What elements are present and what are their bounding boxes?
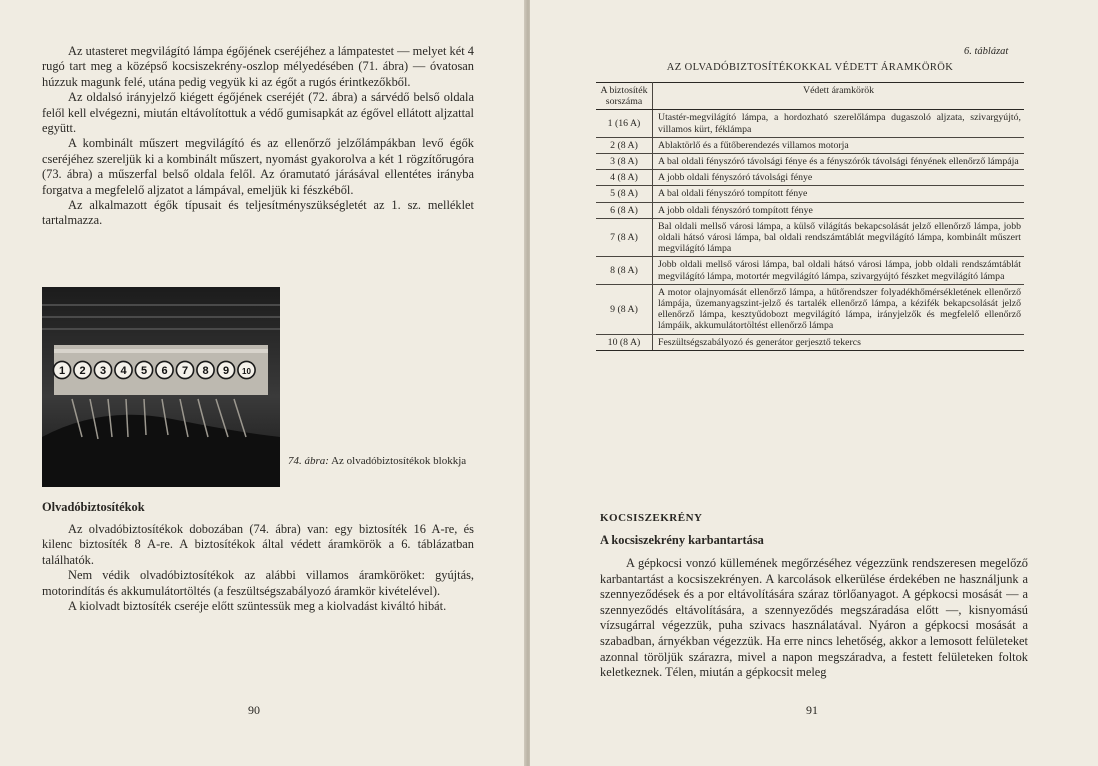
circuits-cell: Jobb oldali mellső városi lámpa, bal oldali hátsó városi lámpa, jobb oldali rendszámtáblát megvilágító lámpa, motortér megvilágító lámpa, szivargyújtó fészket megvilágító lámpa — [653, 257, 1025, 284]
paragraph: A kiolvadt biztosíték cseréje előtt szüntessük meg a kiolvadást kiváltó hibát. — [68, 599, 447, 614]
fuse-number-label: 10 — [242, 367, 251, 376]
fuse-cell: 8 (8 A) — [596, 257, 653, 284]
body-care-text — [600, 556, 1028, 681]
fuse-cell: 2 (8 A) — [596, 137, 653, 153]
table-title: AZ OLVADÓBIZTOSÍTÉKOKKAL VÉDETT ÁRAMKÖRÖK — [666, 62, 954, 73]
circuits-cell: A bal oldali fényszóró tompított fénye — [653, 186, 1025, 202]
fuse-block-illustration — [42, 287, 280, 487]
fuse-number-label: 9 — [222, 365, 230, 377]
fuse-cell: 7 (8 A) — [596, 218, 653, 257]
fuse-section-text — [42, 522, 474, 614]
fuse-cell: 3 (8 A) — [596, 154, 653, 170]
fuse-number-label: 7 — [181, 365, 189, 377]
fuse-cell: 10 (8 A) — [596, 334, 653, 350]
table-row — [596, 257, 1024, 284]
circuits-cell: A motor olajnyomását ellenőrző lámpa, a hűtőrendszer folyadékhőmérsékletének ellenőrző lámpája, üzemanyagszint-jelző és tartalék ellenőrző lámpa, a kézifék bekapcsolását jelző ellenőrző lámpa, kesztyűdobozt megvilágító lámpa, irányjelzők és megfelelő ellenőrző lámpáik, akkumulátortöltést ellenőrző lámpa — [653, 284, 1025, 334]
fuse-number-label: 4 — [120, 365, 127, 377]
section-heading: A kocsiszekrény karbantartása — [600, 533, 764, 547]
table-row — [596, 170, 1024, 186]
fuse-number-label: 3 — [99, 365, 107, 377]
table-row — [596, 284, 1024, 334]
fuse-cell: 1 (16 A) — [596, 110, 653, 137]
table-row — [596, 202, 1024, 218]
fuse-number-label: 8 — [202, 365, 209, 377]
fuse-circuits-table — [596, 82, 1024, 351]
caption-number: 74. ábra: — [288, 455, 329, 467]
figure-caption — [288, 455, 478, 468]
fuse-cell: 4 (8 A) — [596, 170, 653, 186]
paragraph: Az alkalmazott égők típusait és teljesítményszükségletét az 1. sz. melléklet tartalmazza. — [42, 198, 474, 228]
paragraph: A gépkocsi vonzó küllemének megőrzéséhez végezzünk rendszeresen megelőző karbantartást a kocsiszekrényen. A karcolások elkerülése érdekében ne használjunk a szennyeződések és a por eltávolítására száraz törlőanyagot. A gépkocsi mosását — a szennyeződés eltávolítására, a szennyeződés megszáradása előtt —, kisnyomású vízsugárral végezzük, puha szivacs használatával. Nyáron a gépkocsi mosását a szabadban, árnyékban végezzük. Ha erre nincs lehetőség, akkor a lemosott felületeket azonnal töröljük szárazra, mivel a napon megszáradva, a festett felületeken foltok keletkeznek. Télen, miután a gépkocsit meleg — [600, 556, 1028, 680]
circuits-cell: Ablaktörlő és a fűtőberendezés villamos motorja — [653, 137, 1025, 153]
section-heading: Olvadóbiztosítékok — [42, 500, 145, 514]
page-number: 91 — [806, 703, 818, 717]
table-number: 6. táblázat — [964, 46, 1009, 57]
table-row — [596, 154, 1024, 170]
fuse-number-label: 2 — [79, 365, 86, 377]
fuse-cell: 9 (8 A) — [596, 284, 653, 334]
circuits-cell: A bal oldali fényszóró távolsági fénye és a fényszórók távolsági fényének ellenőrző lámpája — [653, 154, 1025, 170]
circuits-cell: Bal oldali mellső városi lámpa, a külső világítás bekapcsolását jelző ellenőrző lámpa, jobb oldali hátsó városi lámpa, bal oldali rendszámtáblát megvilágító lámpa, kombinált műszert megvilágító lámpa — [653, 218, 1025, 257]
circuits-cell: Utastér-megvilágító lámpa, a hordozható szerelőlámpa dugaszoló aljzata, szivargyújtó, villamos kürt, féklámpa — [653, 110, 1025, 137]
paragraph: Az oldalsó irányjelző kiégett égőjének cseréjét (72. ábra) a sárvédő belső oldala felől kell elvégezni, miután eltávolítottuk a védő gumisapkát az égővel ellátott aljzattal együtt. — [42, 90, 474, 136]
fuse-cell: 6 (8 A) — [596, 202, 653, 218]
table-row — [596, 137, 1024, 153]
table-row — [596, 218, 1024, 257]
left-intro-text — [42, 44, 474, 229]
paragraph: A kombinált műszert megvilágító és az ellenőrző jelzőlámpákban levő égők cseréjéhez szereljük ki a kombinált műszert, nyomást gyakorolva a két 1 rögzítőrugóra (73. ábra) a műszerfal belső oldala felől. Az óramutató járásával ellentétes irányba forgatva a megfelelő aljzatot a lámpával, emeljük ki fészkéből. — [42, 136, 474, 197]
fuse-number-label: 5 — [140, 365, 148, 377]
circuits-cell: Feszültségszabályozó és generátor gerjesztő tekercs — [653, 334, 1025, 350]
caption-text: Az olvadóbiztosítékok blokkja — [331, 455, 467, 467]
circuits-cell: A jobb oldali fényszóró távolsági fénye — [653, 170, 1025, 186]
left-page — [0, 0, 526, 766]
fuse-number-label: 6 — [161, 365, 168, 377]
table-row — [596, 186, 1024, 202]
table-row — [596, 110, 1024, 137]
fuse-block-photo — [42, 287, 280, 487]
paragraph: Az olvadóbiztosítékok dobozában (74. ábra) van: egy biztosíték 16 A-re, és kilenc biztosíték 8 A-re. A biztosítékok által védett áramkörök a 6. táblázatban találhatók. — [42, 522, 474, 567]
table-header-row — [596, 83, 1024, 110]
column-header-fuse: A biztosíték sorszáma — [596, 83, 653, 110]
fuse-cell: 5 (8 A) — [596, 186, 653, 202]
paragraph: Nem védik olvadóbiztosítékok az alábbi villamos áramköröket: gyújtás, motorindítás és akkumulátortöltés (a feszültségszabályozó áramkör kivételével). — [42, 568, 474, 598]
column-header-circuits: Védett áramkörök — [653, 83, 1025, 110]
circuits-cell: A jobb oldali fényszóró tompított fénye — [653, 202, 1025, 218]
fuse-number-label: 1 — [58, 365, 66, 377]
page-number: 90 — [248, 703, 260, 717]
table-row — [596, 334, 1024, 350]
paragraph: Az utasteret megvilágító lámpa égőjének cseréjéhez a lámpatestet — melyet két 4 rugó tart meg a középső kocsiszekrény-oszlop mélyedésében (71. ábra) — óvatosan húzzuk magunk felé, utána pedig vegyük ki az égőt a rugós érintkezőkből. — [42, 44, 474, 89]
chapter-heading: KOCSISZEKRÉNY — [600, 512, 703, 524]
